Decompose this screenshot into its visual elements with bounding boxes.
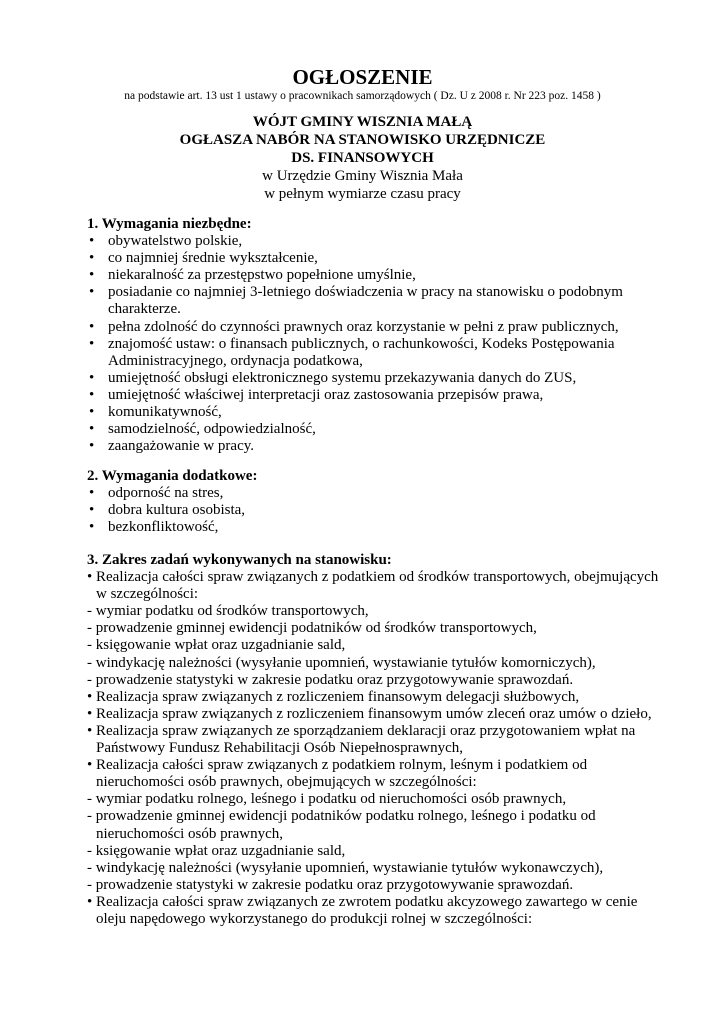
header-line-employer: WÓJT GMINY WISZNIA MAŁĄ xyxy=(252,114,473,130)
page-title: OGŁOSZENIE xyxy=(292,65,433,89)
task-line: • Realizacja całości spraw związanych ze zwrotem podatku akcyzowego zawartego w cenie xyxy=(87,894,707,911)
additional-list xyxy=(87,485,687,536)
list-item: • posiadanie co najmniej 3-letniego doświadczenia w pracy na stanowisku o podobnym charakterze. xyxy=(87,284,687,318)
task-line: • Realizacja spraw związanych ze sporządzaniem deklaracji oraz przygotowaniem wpłat na xyxy=(87,723,707,740)
list-item: • obywatelstwo polskie, xyxy=(87,233,687,250)
list-item: • umiejętność właściwej interpretacji oraz zastosowania przepisów prawa, xyxy=(87,387,687,404)
section-tasks xyxy=(87,552,707,928)
task-line: - prowadzenie statystyki w zakresie podatku oraz przygotowywanie sprawozdań. xyxy=(87,876,574,893)
list-item: • odporność na stres, xyxy=(87,485,687,502)
announcement-header xyxy=(0,113,725,203)
section-heading: 3. Zakres zadań wykonywanych na stanowisku: xyxy=(87,552,392,568)
task-line: - windykację należności (wysyłanie upomnień, wystawianie tytułów wykonawczych), xyxy=(87,859,604,876)
task-line: - księgowanie wpłat oraz uzgadnianie sald, xyxy=(87,842,346,859)
task-line: • Realizacja całości spraw związanych z podatkiem od środków transportowych, obejmujących xyxy=(87,569,707,586)
task-line: - prowadzenie gminnej ewidencji podatników od środków transportowych, xyxy=(87,620,537,637)
list-item: • zaangażowanie w pracy. xyxy=(87,438,687,455)
task-line: nieruchomości osób prawnych, xyxy=(96,825,284,842)
legal-basis-subtitle: na podstawie art. 13 ust 1 ustawy o pracownikach samorządowych ( Dz. U z 2008 r. Nr 223 poz. 1458 ) xyxy=(124,90,601,102)
task-line: nieruchomości osób prawnych, obejmujących w szczególności: xyxy=(96,774,477,791)
list-item: • komunikatywność, xyxy=(87,404,687,421)
task-line: - prowadzenie statystyki w zakresie podatku oraz przygotowywanie sprawozdań. xyxy=(87,671,574,688)
header-line-worktime: w pełnym wymiarze czasu pracy xyxy=(264,186,461,202)
list-item: • samodzielność, odpowiedzialność, xyxy=(87,421,687,438)
task-line: • Realizacja spraw związanych z rozliczeniem finansowym delegacji służbowych, xyxy=(87,689,707,706)
task-line: - wymiar podatku od środków transportowych, xyxy=(87,603,369,620)
list-item: • co najmniej średnie wykształcenie, xyxy=(87,250,687,267)
header-line-recruitment: OGŁASZA NABÓR NA STANOWISKO URZĘDNICZE xyxy=(179,132,546,148)
task-line: - windykację należności (wysyłanie upomnień, wystawianie tytułów komorniczych), xyxy=(87,654,596,671)
section-heading: 1. Wymagania niezbędne: xyxy=(87,216,252,232)
section-additional xyxy=(87,468,687,536)
list-item: • dobra kultura osobista, xyxy=(87,502,687,519)
task-line: • Realizacja spraw związanych z rozliczeniem finansowym umów zleceń oraz umów o dzieło, xyxy=(87,706,707,723)
section-required xyxy=(87,216,687,455)
header-line-office: w Urzędzie Gminy Wisznia Mała xyxy=(262,168,463,184)
list-item: • znajomość ustaw: o finansach publicznych, o rachunkowości, Kodeks Postępowania Administracyjnego, ordynacja podatkowa, xyxy=(87,336,687,370)
list-item: • umiejętność obsługi elektronicznego systemu przekazywania danych do ZUS, xyxy=(87,370,687,387)
list-item: • bezkonfliktowość, xyxy=(87,519,687,536)
list-item: • pełna zdolność do czynności prawnych oraz korzystanie w pełni z praw publicznych, xyxy=(87,319,687,336)
task-line: - wymiar podatku rolnego, leśnego i podatku od nieruchomości osób prawnych, xyxy=(87,791,567,808)
task-line: oleju napędowego wykorzystanego do produkcji rolnej w szczególności: xyxy=(96,910,533,927)
header-line-position: DS. FINANSOWYCH xyxy=(291,150,434,166)
task-line: - prowadzenie gminnej ewidencji podatników podatku rolnego, leśnego i podatku od xyxy=(87,808,596,825)
task-line: w szczególności: xyxy=(96,586,199,603)
list-item: • niekaralność za przestępstwo popełnione umyślnie, xyxy=(87,267,687,284)
task-line: • Realizacja całości spraw związanych z podatkiem rolnym, leśnym i podatkiem od xyxy=(87,757,707,774)
task-line: Państwowy Fundusz Rehabilitacji Osób Niepełnosprawnych, xyxy=(96,740,464,757)
task-line: - księgowanie wpłat oraz uzgadnianie sald, xyxy=(87,637,346,654)
requirements-list xyxy=(87,233,687,455)
section-heading: 2. Wymagania dodatkowe: xyxy=(87,468,258,484)
